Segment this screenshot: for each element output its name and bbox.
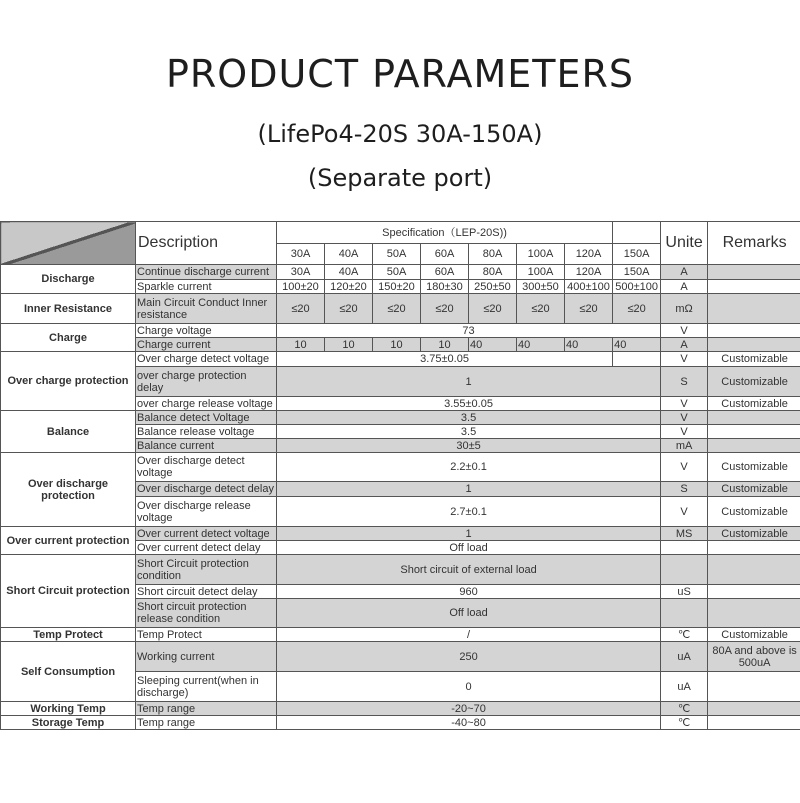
unit-cell: V	[661, 425, 708, 439]
header-remarks: Remarks	[708, 222, 800, 265]
value-cell: 0	[277, 672, 661, 702]
category-balance: Balance	[1, 411, 136, 453]
row-description: Over discharge detect voltage	[136, 453, 277, 482]
category-over-discharge: Over discharge protection	[1, 453, 136, 527]
value-cell: 30±5	[277, 439, 661, 453]
unit-cell: S	[661, 367, 708, 397]
value-cell: ≤20	[373, 294, 421, 324]
unit-cell: MS	[661, 527, 708, 541]
unit-cell: uA	[661, 642, 708, 672]
value-cell: 10	[421, 338, 469, 352]
category-discharge: Discharge	[1, 265, 136, 294]
header-corner	[1, 222, 136, 265]
subtitle-port: (Separate port)	[307, 164, 493, 192]
value-cell: 3.5	[277, 425, 661, 439]
unit-cell: V	[661, 497, 708, 527]
value-cell: 40	[469, 338, 517, 352]
value-cell: 2.2±0.1	[277, 453, 661, 482]
header-description: Description	[136, 222, 277, 265]
value-cell: 40A	[325, 265, 373, 280]
row-description: Charge current	[136, 338, 277, 352]
category-over-current: Over current protection	[1, 527, 136, 555]
header-unite: Unite	[661, 222, 708, 265]
row-description: Balance release voltage	[136, 425, 277, 439]
remark-cell: Customizable	[708, 628, 800, 642]
unit-cell: V	[661, 411, 708, 425]
value-cell: 250	[277, 642, 661, 672]
subtitle-model: (LifePo4-20S 30A-150A)	[257, 120, 543, 148]
value-cell: ≤20	[517, 294, 565, 324]
row-description: over charge protection delay	[136, 367, 277, 397]
value-cell: /	[277, 628, 661, 642]
remark-cell: Customizable	[708, 527, 800, 541]
row-description: Over current detect voltage	[136, 527, 277, 541]
value-cell: 10	[325, 338, 373, 352]
remark-cell: 80A and above is 500uA	[708, 642, 800, 672]
header-current: 80A	[469, 244, 517, 265]
category-storage-temp: Storage Temp	[1, 716, 136, 730]
unit-cell: ℃	[661, 702, 708, 716]
value-cell: 120A	[565, 265, 613, 280]
value-cell: Off load	[277, 599, 661, 628]
value-cell: 400±100	[565, 280, 613, 294]
value-cell: 60A	[421, 265, 469, 280]
value-cell: 1	[277, 482, 661, 497]
unit-cell: A	[661, 280, 708, 294]
header-current: 40A	[325, 244, 373, 265]
row-description: Balance current	[136, 439, 277, 453]
unit-cell: V	[661, 453, 708, 482]
category-self-consumption: Self Consumption	[1, 642, 136, 702]
value-cell: 1	[277, 367, 661, 397]
remark-cell: Customizable	[708, 397, 800, 411]
row-description: over charge release voltage	[136, 397, 277, 411]
header-current: 30A	[277, 244, 325, 265]
category-inner-resistance: Inner Resistance	[1, 294, 136, 324]
header-current: 60A	[421, 244, 469, 265]
value-cell: ≤20	[421, 294, 469, 324]
value-cell: 180±30	[421, 280, 469, 294]
value-cell: Short circuit of external load	[277, 555, 661, 585]
unit-cell: ℃	[661, 628, 708, 642]
row-description: Over current detect delay	[136, 541, 277, 555]
category-working-temp: Working Temp	[1, 702, 136, 716]
value-cell: -40~80	[277, 716, 661, 730]
unit-cell: S	[661, 482, 708, 497]
row-description: Sparkle current	[136, 280, 277, 294]
unit-cell: ℃	[661, 716, 708, 730]
header-current: 100A	[517, 244, 565, 265]
category-charge: Charge	[1, 324, 136, 352]
value-cell: 250±50	[469, 280, 517, 294]
value-cell: ≤20	[325, 294, 373, 324]
remark-cell: Customizable	[708, 482, 800, 497]
unit-cell: V	[661, 324, 708, 338]
row-description: Continue discharge current	[136, 265, 277, 280]
unit-cell: V	[661, 352, 708, 367]
row-description: Main Circuit Conduct Inner resistance	[136, 294, 277, 324]
value-cell: 40	[613, 338, 661, 352]
remark-cell: Customizable	[708, 367, 800, 397]
remark-cell: Customizable	[708, 497, 800, 527]
value-cell: 150±20	[373, 280, 421, 294]
value-cell: 40	[565, 338, 613, 352]
value-cell: 100±20	[277, 280, 325, 294]
value-cell: 30A	[277, 265, 325, 280]
row-description: Temp range	[136, 716, 277, 730]
value-cell: 80A	[469, 265, 517, 280]
value-cell: 3.5	[277, 411, 661, 425]
value-cell: 10	[277, 338, 325, 352]
value-cell: Off load	[277, 541, 661, 555]
value-cell: 100A	[517, 265, 565, 280]
row-description: Charge voltage	[136, 324, 277, 338]
value-cell: 3.75±0.05	[277, 352, 613, 367]
value-cell: 500±100	[613, 280, 661, 294]
row-description: Working current	[136, 642, 277, 672]
remark-cell: Customizable	[708, 352, 800, 367]
row-description: Short Circuit protection condition	[136, 555, 277, 585]
value-cell: 2.7±0.1	[277, 497, 661, 527]
value-cell: 50A	[373, 265, 421, 280]
value-cell: 300±50	[517, 280, 565, 294]
value-cell: 73	[277, 324, 661, 338]
value-cell: 120±20	[325, 280, 373, 294]
value-cell: 40	[517, 338, 565, 352]
value-cell: 10	[373, 338, 421, 352]
unit-cell: uA	[661, 672, 708, 702]
unit-cell: mA	[661, 439, 708, 453]
value-cell: ≤20	[469, 294, 517, 324]
row-description: Over charge detect voltage	[136, 352, 277, 367]
unit-cell: A	[661, 338, 708, 352]
row-description: Over discharge release voltage	[136, 497, 277, 527]
row-description: Sleeping current(when in discharge)	[136, 672, 277, 702]
category-temp-protect: Temp Protect	[1, 628, 136, 642]
row-description: Balance detect Voltage	[136, 411, 277, 425]
row-description: Temp range	[136, 702, 277, 716]
header-current: 50A	[373, 244, 421, 265]
value-cell: 150A	[613, 265, 661, 280]
remark-cell: Customizable	[708, 453, 800, 482]
unit-cell: uS	[661, 585, 708, 599]
value-cell: -20~70	[277, 702, 661, 716]
unit-cell: mΩ	[661, 294, 708, 324]
value-cell: 3.55±0.05	[277, 397, 661, 411]
header-current: 150A	[613, 244, 661, 265]
value-cell: ≤20	[613, 294, 661, 324]
unit-cell: A	[661, 265, 708, 280]
value-cell: 960	[277, 585, 661, 599]
page-title: PRODUCT PARAMETERS	[165, 52, 634, 96]
value-cell: ≤20	[277, 294, 325, 324]
value-cell: ≤20	[565, 294, 613, 324]
row-description: Temp Protect	[136, 628, 277, 642]
row-description: Short circuit detect delay	[136, 585, 277, 599]
row-description: Short circuit protection release condition	[136, 599, 277, 628]
value-cell: 1	[277, 527, 661, 541]
category-short-circuit: Short Circuit protection	[1, 555, 136, 628]
header-current: 120A	[565, 244, 613, 265]
unit-cell: V	[661, 397, 708, 411]
parameters-table	[0, 221, 800, 730]
row-description: Over discharge detect delay	[136, 482, 277, 497]
category-over-charge: Over charge protection	[1, 352, 136, 411]
header-specification: Specification（LEP-20S))	[277, 222, 613, 244]
